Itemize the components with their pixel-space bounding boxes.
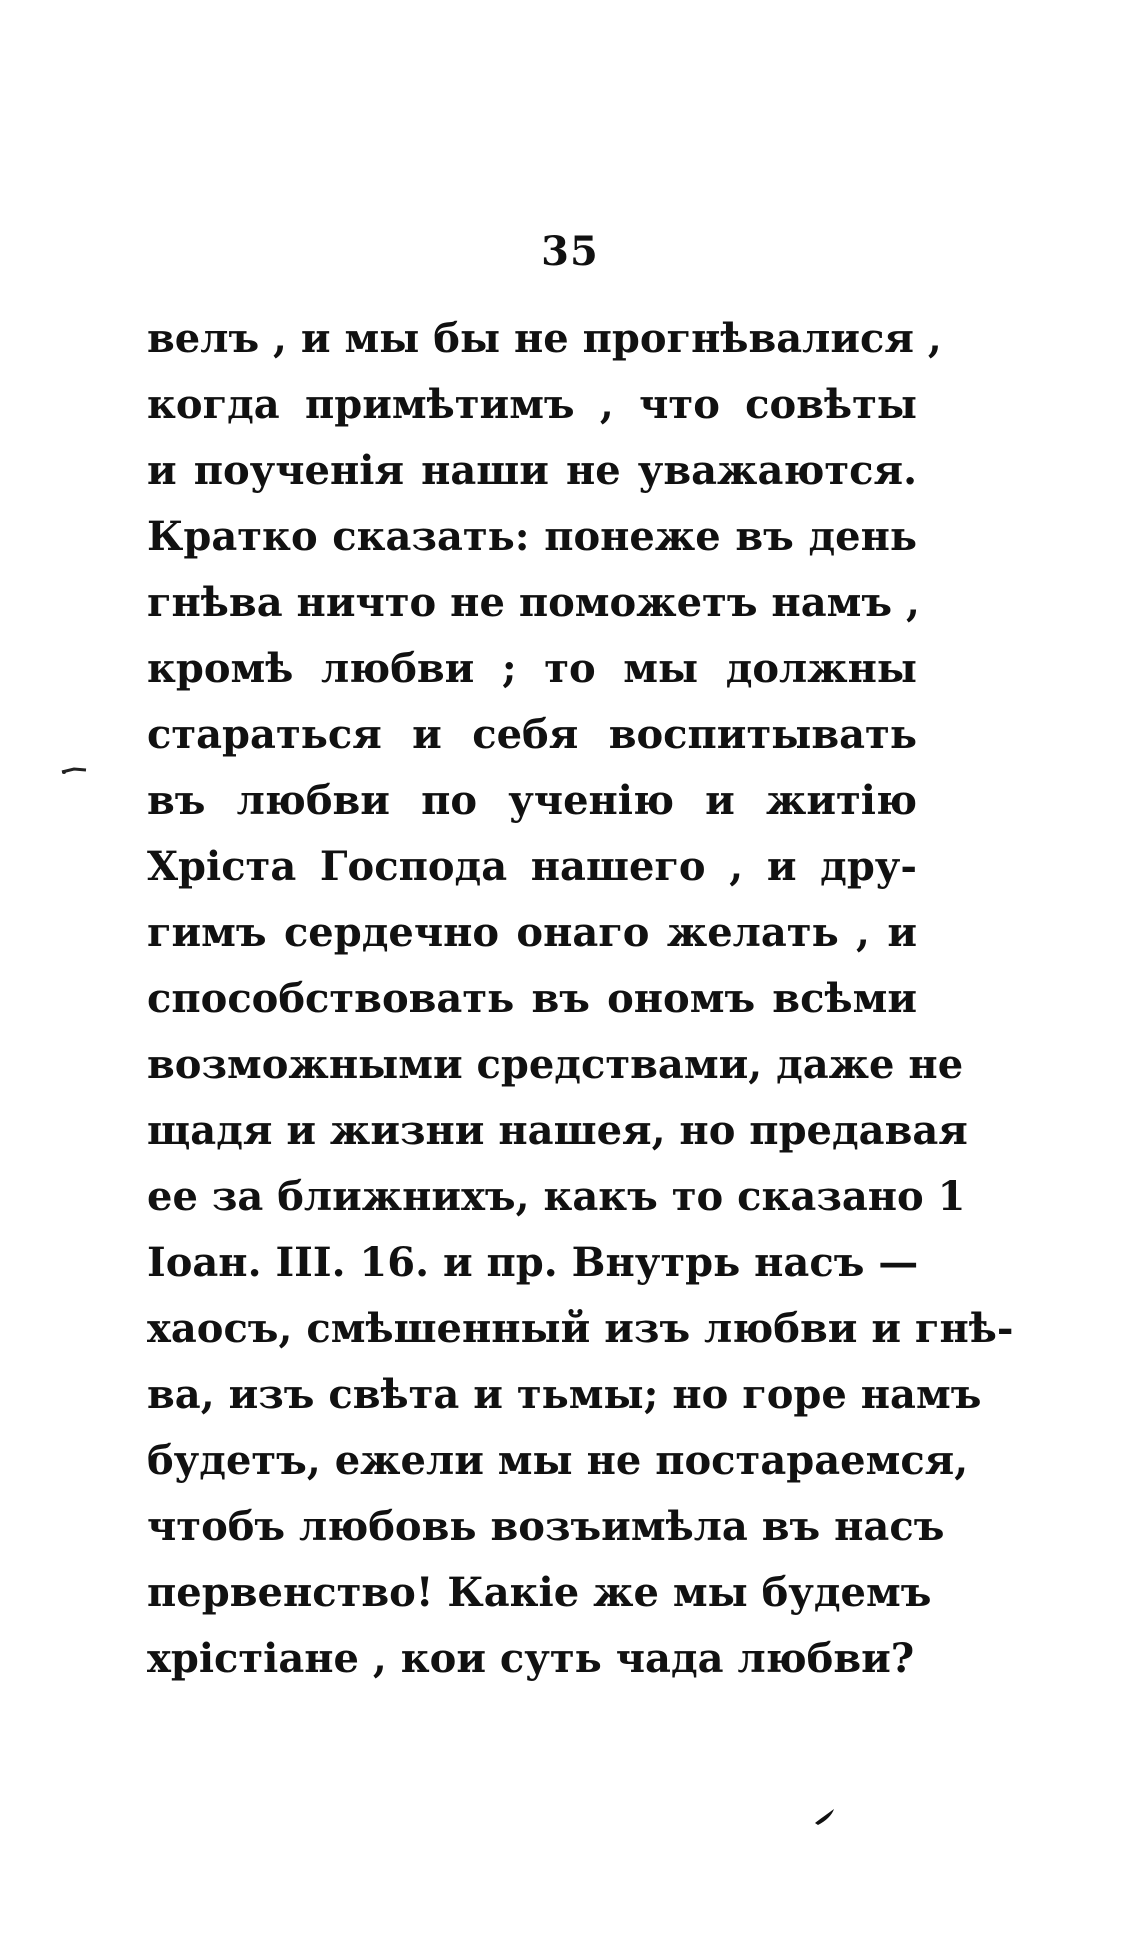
text-line: ва, изъ свѣта и тьмы; но горе намъ <box>147 1371 982 1418</box>
text-line: Іоан. III. 16. и пр. Внутрь насъ — <box>147 1239 919 1286</box>
text-line: велъ , и мы бы не прогнѣвалися , <box>147 315 942 362</box>
text-line: щадя и жизни нашея, но предавая <box>147 1107 968 1154</box>
text-line: Кратко сказать: понеже въ день <box>147 513 917 560</box>
margin-mark-icon <box>60 762 88 778</box>
text-line: хаосъ, смѣшенный изъ любви и гнѣ- <box>147 1305 1014 1352</box>
body-text <box>147 306 1014 1692</box>
text-line: Хріста Господа нашего , и дру- <box>147 843 917 890</box>
text-line: ее за ближнихъ, какъ то сказано 1 <box>147 1173 966 1220</box>
text-line: чтобъ любовь возъимѣла въ насъ <box>147 1503 945 1550</box>
text-line: будетъ, ежели мы не постараемся, <box>147 1437 969 1484</box>
ink-blot-icon <box>812 1805 838 1827</box>
text-line: гимъ сердечно онаго желать , и <box>147 909 917 956</box>
text-line: возможными средствами, даже не <box>147 1041 964 1088</box>
text-line: первенство! Какіе же мы будемъ <box>147 1569 932 1616</box>
text-line: когда примѣтимъ , что совѣты <box>147 381 917 428</box>
text-line: способствовать въ ономъ всѣми <box>147 975 917 1022</box>
page-number: 35 <box>541 228 599 275</box>
text-line: кромѣ любви ; то мы должны <box>147 645 917 692</box>
text-line: гнѣва ничто не поможетъ намъ , <box>147 579 920 626</box>
text-line: стараться и себя воспитывать <box>147 711 917 758</box>
text-line: хрістіане , кои суть чада любви? <box>147 1635 915 1682</box>
text-line: въ любви по ученію и житію <box>147 777 917 824</box>
text-line: и поученія наши не уважаются. <box>147 447 917 494</box>
